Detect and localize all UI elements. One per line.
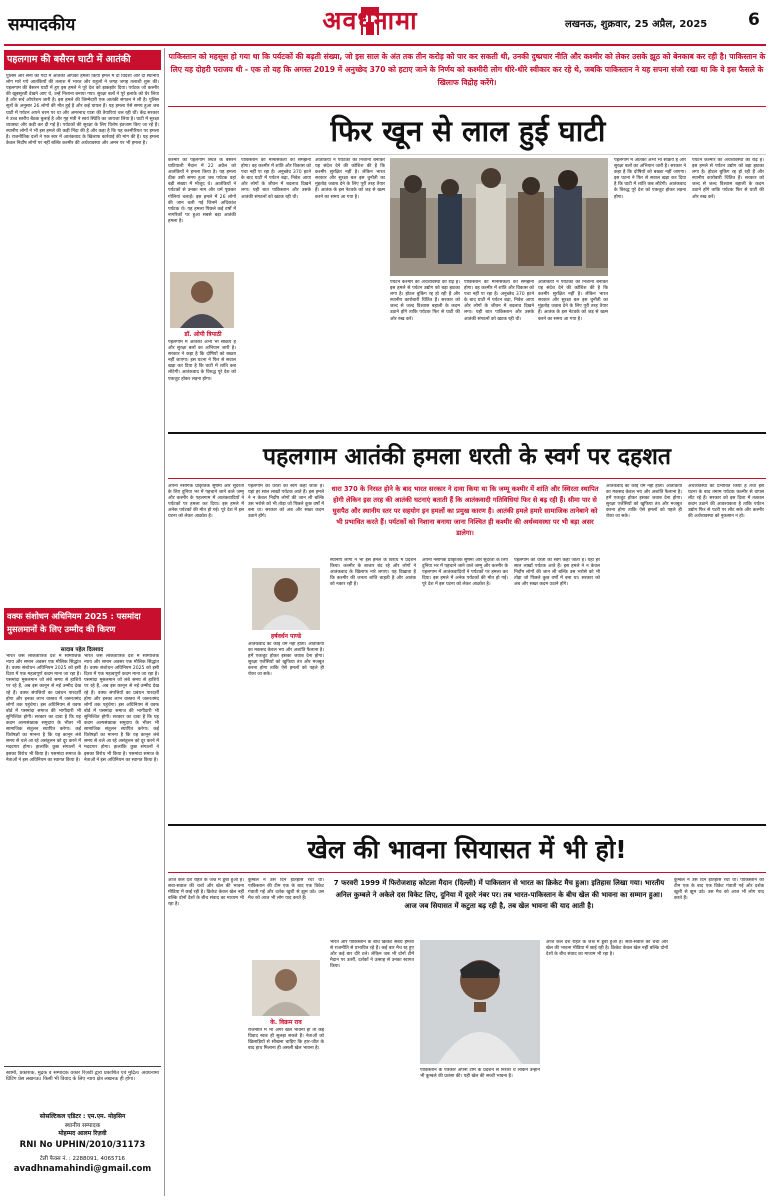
story-3-col-5: आज कल देश राहत के जश्न में डूबा हुआ है। सवा-सवाल की चर्चा और खेल की भावना मीडिया में छाई रही है। क्रिकेट केवल खेल नहीं बल्कि दोनों देशों के बीच संवाद का माध्यम भी रहा है। (546, 940, 668, 958)
story-2-headline: पहलगाम आतंकी हमला धरती के स्वर्ग पर दहशत (263, 444, 671, 470)
story-2-col-5: पहलगाम को धरती का स्वर्ग कहा जाता है। यहां हर साल लाखों पर्यटक आते हैं। इस हमले ने न केवल निर्दोष लोगों की जान ली बल्कि उस भरोसे को भी तोड़ा जो पिछले कुछ वर्षों में बना था। सरकार को अब और सख्त कदम उठाने होंगे। (514, 558, 600, 588)
story-1-col-2: पाकिस्तान की मानसिकता को समझना होगा। वह कश्मीर में शांति और विकास को पचा नहीं पा रहा है। अनुच्छेद 370 हटने के बाद घाटी में पर्यटन बढ़ा, निवेश आया और लोगों के जीवन में बदलाव दिखने लगा। यही बात पाकिस्तान और उसके आतंकी संगठनों को खटक रही थी। (241, 158, 311, 200)
story-3-col-4: पाकिस्तान के पत्रकार अपनी टीम के प्रदर्शन से निराश थे लेकिन उन्होंने भी कुम्बले की प्रशंसा की। यही खेल की सच्ची भावना है। (420, 1068, 540, 1080)
masthead-rule (4, 44, 766, 46)
editor-label: सोसल्टिकल एडिटर : एम.एम. मोहसिन (39, 1113, 126, 1120)
story-2-col-2b: आतंकवाद का कोई धर्म नहीं होता। आतंकियों का मकसद केवल भय और अशांति फैलाना है। हमें एकजुट होकर इसका जवाब देना होगा। सुरक्षा एजेंसियों को खुफिया तंत्र और मजबूत करना होगा ताकि ऐसे हमलों को पहले ही रोका जा सके। (248, 642, 324, 678)
left-body-1: पुलिस और सेना की गर्दी में आतंकी आपको हमला किया हमले में दो विदेशी और दो स्थानीय लोग मारे गये आतंकियों की तलाश में भारत और राहुलों ने जगह जगह तलाशी शुरू की। पहलगाम की बैसरन घाटी में हुए इस हमले ने पूरे देश को झकझोर दिया। पर्यटक जो कश्मीर की खूबसूरती देखने आए थे, उन्हें निशाना बनाया गया। सुरक्षा बलों ने पूरे इलाके को घेर लिया है और सर्च ऑपरेशन जारी है। इस हमले की जिम्मेदारी एक आतंकी संगठन ने ली है। पुलिस सूत्रों के अनुसार 26 लोगों की मौत हुई है और कई घायल हैं। यह हमला ऐसे समय हुआ जब घाटी में पर्यटन अपने चरम पर था और अमरनाथ यात्रा की तैयारियां चल रही थीं। केंद्र सरकार ने उच्च स्तरीय बैठक बुलाई है और गृह मंत्री ने स्वयं स्थिति का जायजा लिया है। घाटी में सुरक्षा व्यवस्था और कड़ी कर दी गई है। पर्यटकों की सुरक्षा के लिए विशेष इंतजाम किए जा रहे हैं। स्थानीय लोगों ने भी इस हमले की कड़ी निंदा की है और कहा है कि यह कश्मीरियत पर हमला है। राजनीतिक दलों ने एक स्वर में आतंकवाद के खिलाफ कार्रवाई की मांग की है। यह हमला केवल निर्दोष लोगों पर नहीं बल्कि कश्मीर की अर्थव्यवस्था और अमन पर भी हमला है। (6, 74, 159, 147)
story-1-photo (390, 158, 608, 276)
left-byline-2: सादाब पहेल दिलशाद (60, 647, 104, 653)
story-2-col-7: अर्थव्यवस्था को प्रभावित किया है तथा इस घटना के बाद तमाम पर्यटक कश्मीर से वापस लौट रहे हैं। सरकार को इस दिशा में तत्काल कदम उठाने की आवश्यकता है ताकि पर्यटन उद्योग फिर से पटरी पर लौट सके और कश्मीर की अर्थव्यवस्था को नुकसान न हो। (688, 484, 764, 520)
story-3 (168, 828, 766, 1196)
editor-line2: स्थानीय सम्पादक (64, 1123, 101, 1129)
story-3-col-2a: कुम्बले ने उस दिन इतिहास रचा था। पाकिस्तान की टीम एक के बाद एक विकेट गंवाती गई और दर्शक खुशी से झूम उठे। उस मैच को आज भी लोग याद करते हैं। (248, 878, 324, 902)
story-1-col-5b: आतंकियों ने पर्यटकों को निशाना बनाकर यह संदेश देने की कोशिश की है कि कश्मीर सुरक्षित नहीं है। लेकिन भारत सरकार और सुरक्षा बल इस चुनौती का मुंहतोड़ जवाब देने के लिए पूरी तरह तैयार हैं। आतंक के इस नेटवर्क को जड़ से खत्म करने का समय आ गया है। (538, 280, 608, 322)
author-caption-2: हर्षवर्धन पाण्डे (270, 633, 302, 640)
author-photo-2 (252, 568, 320, 630)
story-1-col-7: पर्यटन कश्मीर की अर्थव्यवस्था की रीढ़ है। इस हमले से पर्यटन उद्योग को बड़ा झटका लगा है। होटल बुकिंग रद्द हो रही हैं और स्थानीय कारोबारी चिंतित हैं। सरकार को जल्द से जल्द विश्वास बहाली के कदम उठाने होंगे ताकि पर्यटक फिर से घाटी की ओर रुख करें। (692, 158, 764, 200)
story-3-col-1: आज कल देश राहत के जश्न में डूबा हुआ है। सवा-सवाल की चर्चा और खेल की भावना मीडिया में छाई रही है। क्रिकेट केवल खेल नहीं बल्कि दोनों देशों के बीच संवाद का माध्यम भी रहा है। (168, 878, 244, 908)
story-2-col-1: अपनी नैसर्गिक प्राकृतिक सुषमा और सुंदरता के लिए दुनिया भर में पहचाने जाने वाले जम्मू और कश्मीर के पहलगाम में आतंकवादियों ने पर्यटकों पर हमला कर दिया। इस हमले में अनेक पर्यटकों की मौत हो गई। पूरे देश में इस घटना को लेकर आक्रोश है। (168, 484, 244, 520)
author-photo-1 (170, 272, 234, 328)
story-1-col-5: पाकिस्तान की मानसिकता को समझना होगा। वह कश्मीर में शांति और विकास को पचा नहीं पा रहा है। अनुच्छेद 370 हटने के बाद घाटी में पर्यटन बढ़ा, निवेश आया और लोगों के जीवन में बदलाव दिखने लगा। यही बात पाकिस्तान और उसके आतंकी संगठनों को खटक रही थी। (464, 280, 534, 322)
story-1-banner: पाकिस्तान को महसूस हो गया था कि पर्यटकों की बढ़ती संख्या, जो इस साल के अंत तक तीन करोड़ को पार कर सकती थी, उनकी दुष्प्रचार नीति और कश्मीर को लेकर उसके झूठ को बेनकाब कर रही है। पाकिस्तान के लिए यह दोहरी पराजय थी - एक तो यह कि अगस्त 2019 में अनुच्छेद 370 को हटाए जाने के निर्णय को कश्मीरी लोग धीरे-धीरे स्वीकार कर रहे थे, जबकि पाकिस्तान ने यह सपना संजो रखा था कि वे इस फैसले के खिलाफ विद्रोह करेंगे। (168, 52, 766, 87)
logo-text: अवधनामा (322, 6, 418, 35)
author-caption-3: के. विक्रम राव (270, 1019, 302, 1026)
story-1-headline: फिर खून से लाल हुई घाटी (330, 114, 606, 148)
cricketer-photo-icon (420, 940, 540, 1064)
author-portrait-icon (252, 568, 320, 630)
author-photo-3 (252, 960, 320, 1016)
story-1-col-6: पहलगाम में आतंकी अभी भी सक्रिय हैं और सुरक्षा बलों का अभियान जारी है। सरकार ने कहा है कि दोषियों को बख्शा नहीं जाएगा। इस घटना ने फिर से सवाल खड़ा कर दिया है कि घाटी में शांति कब लौटेगी। आतंकवाद के विरुद्ध पूरे देश को एकजुट होकर लड़ना होगा। (614, 158, 686, 200)
story-1-col-3: आतंकियों ने पर्यटकों को निशाना बनाकर यह संदेश देने की कोशिश की है कि कश्मीर सुरक्षित नहीं है। लेकिन भारत सरकार और सुरक्षा बल इस चुनौती का मुंहतोड़ जवाब देने के लिए पूरी तरह तैयार हैं। आतंक के इस नेटवर्क को जड़ से खत्म करने का समय आ गया है। (315, 158, 385, 200)
dateline: लखनऊ, शुक्रवार, 25 अप्रैल, 2025 (565, 19, 708, 30)
imprint: स्वामी, प्रकाशक, मुद्रक व सम्पादक वकार रिज़वी द्वारा प्रकाशित एवं मुद्रित। अवधनामा प्रिंटिंग प्रेस लखनऊ। किसी भी विवाद के लिए न्याय क्षेत्र लखनऊ ही होगा। (6, 1070, 159, 1083)
story-2 (168, 436, 766, 822)
story-3-headline: खेल की भावना सियासत में भी हो! (307, 835, 627, 864)
section-label: सम्पादकीय (8, 15, 76, 35)
left-head-2: वक्फ संशोधन अधिनियम 2025 : पसमांदा मुसलमानों के लिए उम्मीद की किरण (7, 611, 141, 634)
masthead (0, 0, 770, 46)
story-3-col-3: भारत और पाकिस्तान के बीच क्रिकेट संबंध हमेशा से राजनीति से प्रभावित रहे हैं। कई बार मैच रद्द हुए और कई बार दौरे टले। लेकिन जब भी दोनों टीमें मैदान पर उतरीं, दर्शकों ने उत्साह से उनका स्वागत किया। (330, 940, 414, 970)
masthead-logo (295, 4, 445, 38)
crowd-photo-icon (390, 158, 608, 276)
left-body-2b: भारत जैसे लोकतांत्रिक देश में सामाजिक न्याय और समान अवसर एक मौलिक सिद्धांत है। वक्फ संशोधन अधिनियम 2025 को इसी दिशा में एक महत्वपूर्ण कदम माना जा रहा है। पसमांदा मुसलमान जो लंबे समय से हाशिये पर रहे हैं, अब इस कानून से नई उम्मीद देख रहे हैं। वक्फ संपत्तियों का प्रबंधन पारदर्शी होगा और इनका लाभ वास्तव में जरूरतमंद लोगों तक पहुंचेगा। इस अधिनियम से वक्फ बोर्ड में पसमांदा समाज की भागीदारी भी सुनिश्चित होगी। सरकार का दावा है कि यह कदम अल्पसंख्यक समुदाय के भीतर भी सामाजिक संतुलन स्थापित करेगा। कई विशेषज्ञों का मानना है कि यह कानून लंबे समय से चले आ रहे असंतुलन को दूर करने में मददगार होगा। हालांकि कुछ संगठनों ने इसका विरोध भी किया है। पसमांदा समाज के नेताओं ने इस अधिनियम का स्वागत किया है। (84, 654, 159, 763)
author-caption-1: डॉ. ओपी त्रिपाठी (184, 331, 222, 338)
story-1-col-1: कश्मीर की पहलगाम स्थित के बैसरन घाटियाली मैदान में 22 अप्रैल को आतंकियों ने हमला किया है। यह हमला ठीक उसी समय हुआ जब पर्यटक वहां बड़ी संख्या में मौजूद थे। आतंकियों ने पर्यटकों से उनका नाम और धर्म पूछकर गोलियां चलाईं। इस हमले में 26 लोगों की जान चली गई जिनमें अधिकांश पर्यटक थे। यह हमला पिछले कई वर्षों में नागरिकों पर हुआ सबसे बड़ा आतंकी हमला है। (168, 158, 236, 224)
story-2-standfirst: धारा 370 के निरस्त होने के बाद भारत सरकार ने दावा किया था कि जम्मू कश्मीर में शांति और स्थिरता स्थापित होगी लेकिन इस तरह की आतंकी घटनाएं बताती हैं कि आतंकवादी गतिविधियां फिर से बढ़ रही हैं। सीमा पार से घुसपैठ और स्थानीय स्तर पर सहयोग इन हमलों का प्रमुख कारण है। आतंकी हमले हमारे सामाजिक तानेबाने को भी प्रभावित करते हैं। पर्यटकों को निशाना बनाया जाना निश्चित ही कश्मीर की अर्थव्यवस्था पर भी बड़ा असर डालेगा। (331, 485, 599, 537)
editor-name: मोहम्मद आलम रिज़वी (58, 1130, 107, 1137)
story-2-col-2a: पहलगाम को धरती का स्वर्ग कहा जाता है। यहां हर साल लाखों पर्यटक आते हैं। इस हमले ने न केवल निर्दोष लोगों की जान ली बल्कि उस भरोसे को भी तोड़ा जो पिछले कुछ वर्षों में बना था। सरकार को अब और सख्त कदम उठाने होंगे। (248, 484, 324, 520)
left-column (4, 48, 161, 1196)
story-1-col-1b: पहलगाम में आतंकी अभी भी सक्रिय हैं और सुरक्षा बलों का अभियान जारी है। सरकार ने कहा है कि दोषियों को बख्शा नहीं जाएगा। इस घटना ने फिर से सवाल खड़ा कर दिया है कि घाटी में शांति कब लौटेगी। आतंकवाद के विरुद्ध पूरे देश को एकजुट होकर लड़ना होगा। (168, 340, 236, 382)
story-3-standfirst: 7 फरवरी 1999 में फिरोजशाह कोटला मैदान (दिल्ली) में पाकिस्तान से भारत का क्रिकेट मैच हुआ। इतिहास लिखा गया। भारतीय अनिल कुम्बले ने अकेले दस विकेट लिए, दुनिया में दूसरे नंबर पर। तब भारत-पाकिस्तान के बीच खेल की भावना का सम्मान हुआ। आज जब सियासत में कटुता बढ़ रही है, तब खेल भावना की याद आती है। (333, 879, 665, 910)
story-3-col-2b: राजनीति में भी अगर खेल भावना हो तो कई विवाद स्वतः ही सुलझ सकते हैं। नेताओं को खिलाड़ियों से सीखना चाहिए कि हार-जीत के बाद हाथ मिलाना ही असली खेल भावना है। (248, 1028, 324, 1052)
page-number: 6 (748, 10, 760, 30)
story-1 (168, 48, 766, 430)
author-portrait-icon (252, 960, 320, 1016)
cricketer-photo (420, 940, 540, 1064)
story-1-col-4: पर्यटन कश्मीर की अर्थव्यवस्था की रीढ़ है। इस हमले से पर्यटन उद्योग को बड़ा झटका लगा है। होटल बुकिंग रद्द हो रही हैं और स्थानीय कारोबारी चिंतित हैं। सरकार को जल्द से जल्द विश्वास बहाली के कदम उठाने होंगे ताकि पर्यटक फिर से घाटी की ओर रुख करें। (390, 280, 460, 322)
phone-line: टेली फैक्स नं. : 2288091, 4065716 (40, 1156, 125, 1162)
story-2-col-3: स्थानीय लोगों ने भी इस हमले के विरोध में प्रदर्शन किया। कश्मीर के बाजार बंद रहे और लोगों ने आतंकवाद के खिलाफ नारे लगाए। यह दिखाता है कि कश्मीर की जनता शांति चाहती है और आतंक को नकार रही है। (330, 558, 416, 588)
story-2-col-6: आतंकवाद का कोई धर्म नहीं होता। आतंकियों का मकसद केवल भय और अशांति फैलाना है। हमें एकजुट होकर इसका जवाब देना होगा। सुरक्षा एजेंसियों को खुफिया तंत्र और मजबूत करना होगा ताकि ऐसे हमलों को पहले ही रोका जा सके। (606, 484, 682, 520)
left-head-1: पहलगाम की बसैरन घाटी में आतंकी (7, 54, 131, 65)
left-body-2: भारत जैसे लोकतांत्रिक देश में सामाजिक न्याय और समान अवसर एक मौलिक सिद्धांत है। वक्फ संशोधन अधिनियम 2025 को इसी दिशा में एक महत्वपूर्ण कदम माना जा रहा है। पसमांदा मुसलमान जो लंबे समय से हाशिये पर रहे हैं, अब इस कानून से नई उम्मीद देख रहे हैं। वक्फ संपत्तियों का प्रबंधन पारदर्शी होगा और इनका लाभ वास्तव में जरूरतमंद लोगों तक पहुंचेगा। इस अधिनियम से वक्फ बोर्ड में पसमांदा समाज की भागीदारी भी सुनिश्चित होगी। सरकार का दावा है कि यह कदम अल्पसंख्यक समुदाय के भीतर भी सामाजिक संतुलन स्थापित करेगा। कई विशेषज्ञों का मानना है कि यह कानून लंबे समय से चले आ रहे असंतुलन को दूर करने में मददगार होगा। हालांकि कुछ संगठनों ने इसका विरोध भी किया है। पसमांदा समाज के नेताओं ने इस अधिनियम का स्वागत किया है। (6, 654, 81, 763)
rni-number: RNI No UPHIN/2010/31173 (19, 1140, 146, 1150)
story-3-col-6: कुम्बले ने उस दिन इतिहास रचा था। पाकिस्तान की टीम एक के बाद एक विकेट गंवाती गई और दर्शक खुशी से झूम उठे। उस मैच को आज भी लोग याद करते हैं। (674, 878, 764, 902)
email-line: avadhnamahindi@gmail.com (13, 1164, 152, 1174)
author-portrait-icon (170, 272, 234, 328)
story-2-col-4: अपनी नैसर्गिक प्राकृतिक सुषमा और सुंदरता के लिए दुनिया भर में पहचाने जाने वाले जम्मू और कश्मीर के पहलगाम में आतंकवादियों ने पर्यटकों पर हमला कर दिया। इस हमले में अनेक पर्यटकों की मौत हो गई। पूरे देश में इस घटना को लेकर आक्रोश है। (422, 558, 508, 588)
